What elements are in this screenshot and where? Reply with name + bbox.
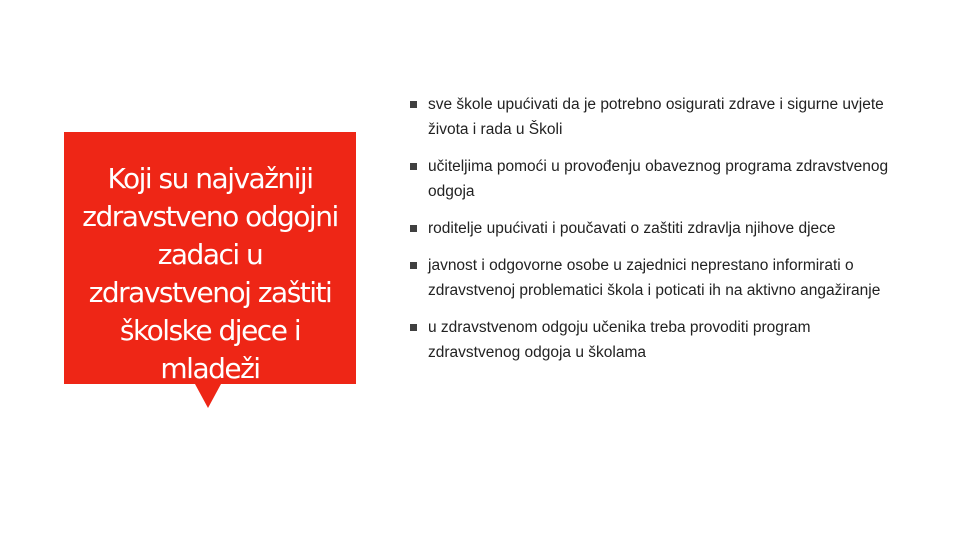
bullet-item [410, 216, 890, 241]
bullet-list [410, 92, 890, 377]
bullet-text: sve škole upućivati da je potrebno osigurati zdrave i sigurne uvjete života i rada u Školi [428, 96, 884, 138]
bullet-item [410, 315, 890, 365]
square-bullet-icon [410, 101, 417, 108]
square-bullet-icon [410, 262, 417, 269]
bullet-item [410, 154, 890, 204]
square-bullet-icon [410, 324, 417, 331]
title-box [64, 132, 356, 384]
slide-title: Koji su najvažniji zdravstveno odgojni zadaci u zdravstvenoj zaštiti školske djece i mladeži [82, 162, 338, 384]
bullet-item [410, 253, 890, 303]
bullet-text: javnost i odgovorne osobe u zajednici neprestano informirati o zdravstvenoj problematici škola i poticati ih na aktivno angažiranje [428, 257, 881, 299]
title-pointer-arrow [195, 384, 221, 408]
bullet-text: roditelje upućivati i poučavati o zaštiti zdravlja njihove djece [428, 220, 836, 237]
bullet-text: u zdravstvenom odgoju učenika treba provoditi program zdravstvenog odgoja u školama [428, 319, 811, 361]
bullet-item [410, 92, 890, 142]
bullet-text: učiteljima pomoći u provođenju obaveznog programa zdravstvenog odgoja [428, 158, 889, 200]
square-bullet-icon [410, 225, 417, 232]
square-bullet-icon [410, 163, 417, 170]
